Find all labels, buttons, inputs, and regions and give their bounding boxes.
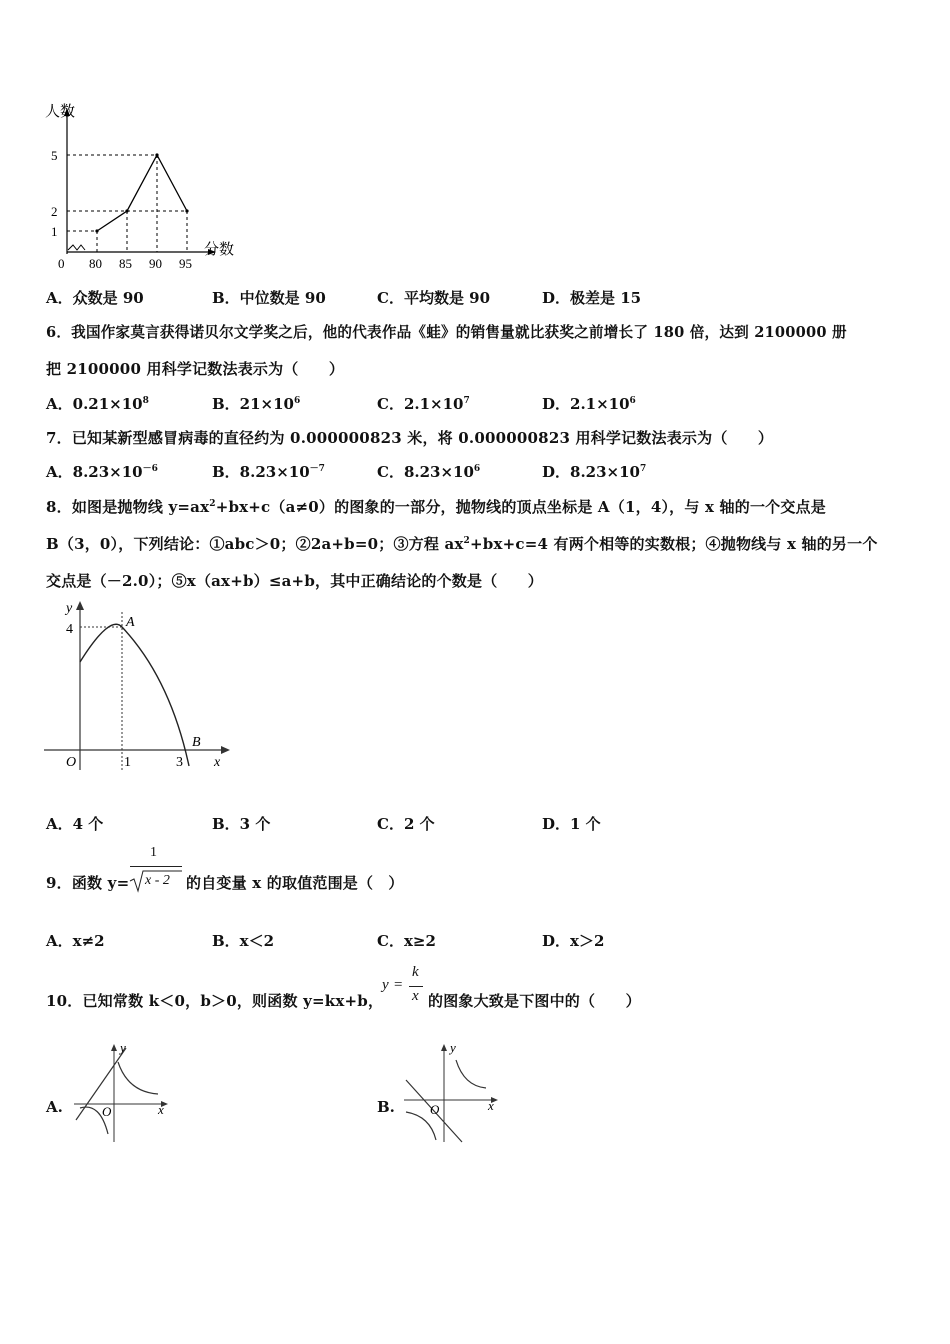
q7-option-a: A．$8.23\times 10^{-6}$ — [46, 463, 158, 481]
svg-text:O: O — [430, 1102, 440, 1117]
x-tick-95: 95 — [179, 256, 192, 271]
y-axis-arrow — [76, 601, 84, 610]
data-point-90 — [155, 153, 158, 156]
parabola-curve — [80, 624, 189, 766]
x-axis-label: 分数 — [204, 242, 235, 258]
y-tick-2: 2 — [51, 204, 58, 219]
q6-option-b: B．$21\times 10^6$ — [212, 395, 301, 413]
q10-suffix: 的图象大致是下图中的（ ） — [428, 992, 641, 1010]
q8-text-line3: 交点是（－2.0）；⑤x（ax+b）≤a+b，其中正确结论的个数是（ ） — [46, 572, 544, 590]
q10-option-a-label: A. — [46, 1098, 63, 1116]
data-point-80 — [95, 229, 98, 232]
q6-option-c: C．$2.1\times 10^7$ — [377, 395, 470, 413]
q10-option-b-label: B. — [377, 1098, 395, 1116]
q8-option-b: B．3 个 — [212, 815, 271, 833]
q5-option-b: B．中位数是 90 — [212, 289, 326, 307]
q9-option-a: A．x≠2 — [46, 932, 105, 950]
q10-option-a-graph — [72, 1042, 172, 1144]
q10-frac-eq: = — [394, 977, 403, 993]
q9-option-d: D．x＞2 — [542, 932, 605, 950]
q9-fraction — [128, 845, 184, 895]
q10-frac-bar — [409, 986, 423, 987]
svg-text:y: y — [120, 1042, 126, 1055]
svg-text:O: O — [102, 1104, 112, 1119]
svg-text:x: x — [488, 1098, 494, 1113]
axis-break — [68, 245, 85, 250]
x-label: x — [214, 755, 221, 770]
q7-text: 7．已知某新型感冒病毒的直径约为 0.000000823 米，将 0.000000823 用科学记数法表示为（ ） — [46, 429, 774, 447]
x-tick-80: 80 — [89, 256, 102, 271]
series-line — [97, 155, 187, 231]
y-axis-label: 人数 — [45, 104, 76, 120]
q9-option-c: C．x≥2 — [377, 932, 436, 950]
data-point-85 — [125, 209, 128, 212]
q10-prefix: 10．已知常数 k＜0，b＞0，则函数 y=kx+b， — [46, 992, 384, 1010]
q10-frac-y: y — [382, 977, 389, 993]
x-tick-90: 90 — [149, 256, 162, 271]
score-line-chart — [40, 96, 250, 276]
q8-text-line2: B（3，0），下列结论：①abc＞0；②2a+b=0；③方程 $ax^2+bx+c=4$ 有两个相等的实数根；④抛物线与 x 轴的另一个 — [46, 535, 878, 553]
origin-label: O — [66, 755, 77, 770]
q9-option-b: B．x＜2 — [212, 932, 275, 950]
q10-option-b-graph — [402, 1042, 502, 1144]
point-a-label: A — [126, 615, 135, 630]
y-tick-5: 5 — [51, 148, 58, 163]
q8-text-line1: 8．如图是抛物线 $y=ax^2+bx+c(a\ne 0)$的图象的一部分，抛物线的顶点坐标是 A（1，4），与 x 轴的一个交点是 — [46, 498, 826, 516]
q7-option-d: D．$8.23\times 10^7$ — [542, 463, 647, 481]
point-b-label: B — [192, 735, 201, 750]
q5-option-a: A．众数是 90 — [46, 289, 144, 307]
q6-option-d: D．$2.1\times 10^6$ — [542, 395, 636, 413]
q6-option-a: A．$0.21\times 10^8$ — [46, 395, 149, 413]
origin-label: 0 — [58, 256, 65, 271]
q10-frac-den: x — [412, 988, 419, 1004]
score-chart — [40, 96, 250, 276]
data-point-95 — [185, 209, 188, 212]
q5-option-d: D．极差是 15 — [542, 289, 642, 307]
q8-parabola-graph — [40, 598, 240, 778]
q6-text-line2: 把 2100000 用科学记数法表示为（ ） — [46, 360, 345, 378]
q10-fraction — [380, 962, 428, 1010]
svg-text:y: y — [450, 1042, 456, 1055]
x-tick-1: 1 — [124, 755, 131, 770]
y-label: y — [66, 601, 73, 616]
q5-option-c: C．平均数是 90 — [377, 289, 491, 307]
q8-option-c: C．2 个 — [377, 815, 435, 833]
q9-numerator: 1 — [150, 845, 157, 860]
q8-option-d: D．1 个 — [542, 815, 601, 833]
q7-option-b: B．$8.23\times 10^{-7}$ — [212, 463, 325, 481]
q9-prefix: 9．函数 y= — [46, 874, 130, 892]
y-tick-1: 1 — [51, 224, 58, 239]
q9-suffix: 的自变量 x 的取值范围是（ ） — [186, 874, 404, 892]
x-tick-85: 85 — [119, 256, 132, 271]
q7-option-c: C．$8.23\times 10^6$ — [377, 463, 481, 481]
q8-option-a: A．4 个 — [46, 815, 104, 833]
q9-radicand: x - 2 — [145, 873, 170, 888]
x-axis-arrow — [221, 746, 230, 754]
y-tick-4: 4 — [66, 622, 73, 637]
svg-text:x: x — [158, 1102, 164, 1117]
x-tick-3: 3 — [176, 755, 183, 770]
q10-frac-num: k — [412, 964, 419, 980]
q6-text-line1: 6．我国作家莫言获得诺贝尔文学奖之后，他的代表作品《蛙》的销售量就比获奖之前增长了 180 倍，达到 2100000 册 — [46, 324, 847, 341]
